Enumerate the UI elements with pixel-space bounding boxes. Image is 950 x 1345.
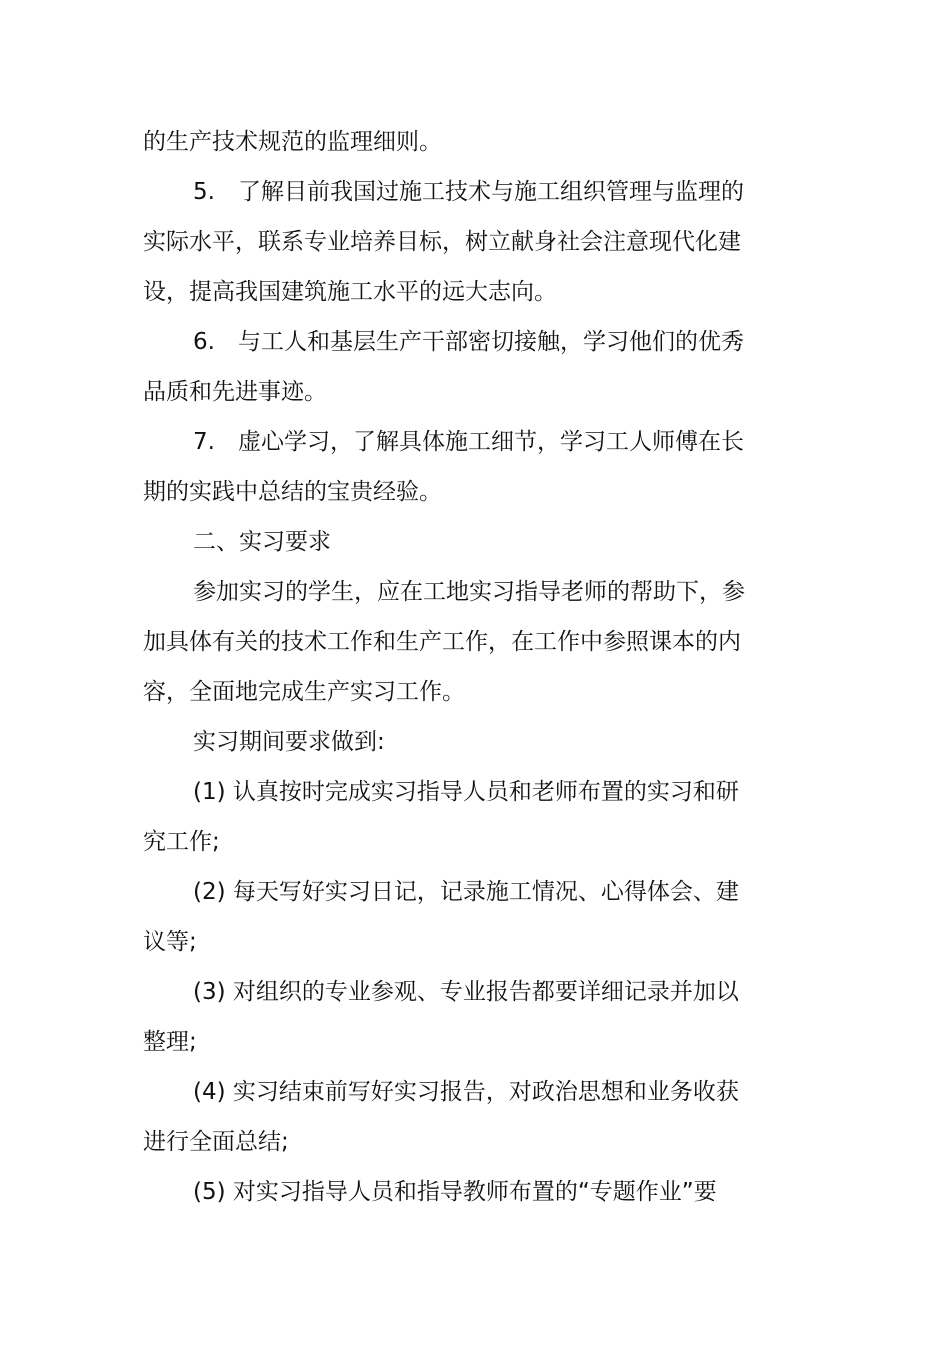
text-line: 加具体有关的技术工作和生产工作，在工作中参照课本的内 xyxy=(143,629,741,655)
section-heading: 二、实习要求 xyxy=(193,529,331,555)
text-line: (1) 认真按时完成实习指导人员和老师布置的实习和研 xyxy=(193,779,739,805)
text-line: 5. 了解目前我国过施工技术与施工组织管理与监理的 xyxy=(193,179,744,205)
text-line: (5) 对实习指导人员和指导教师布置的“专题作业”要 xyxy=(193,1179,717,1205)
text-line: 进行全面总结; xyxy=(143,1129,289,1155)
text-line: 议等; xyxy=(143,929,197,955)
text-line: 品质和先进事迹。 xyxy=(143,379,327,405)
text-line: 的生产技术规范的监理细则。 xyxy=(143,129,442,155)
text-line: 实际水平，联系专业培养目标，树立献身社会注意现代化建 xyxy=(143,229,741,255)
text-line: 7. 虚心学习，了解具体施工细节，学习工人师傅在长 xyxy=(193,429,744,455)
text-line: 究工作; xyxy=(143,829,220,855)
text-line: 整理; xyxy=(143,1029,197,1055)
text-line: (2) 每天写好实习日记，记录施工情况、心得体会、建 xyxy=(193,879,739,905)
text-line: 设，提高我国建筑施工水平的远大志向。 xyxy=(143,279,557,305)
text-line: (4) 实习结束前写好实习报告，对政治思想和业务收获 xyxy=(193,1079,739,1105)
text-line: 容，全面地完成生产实习工作。 xyxy=(143,679,465,705)
text-line: (3) 对组织的专业参观、专业报告都要详细记录并加以 xyxy=(193,979,739,1005)
text-line: 期的实践中总结的宝贵经验。 xyxy=(143,479,442,505)
text-line: 6. 与工人和基层生产干部密切接触，学习他们的优秀 xyxy=(193,329,744,355)
text-line: 实习期间要求做到: xyxy=(193,729,385,755)
text-line: 参加实习的学生，应在工地实习指导老师的帮助下，参 xyxy=(193,579,745,605)
